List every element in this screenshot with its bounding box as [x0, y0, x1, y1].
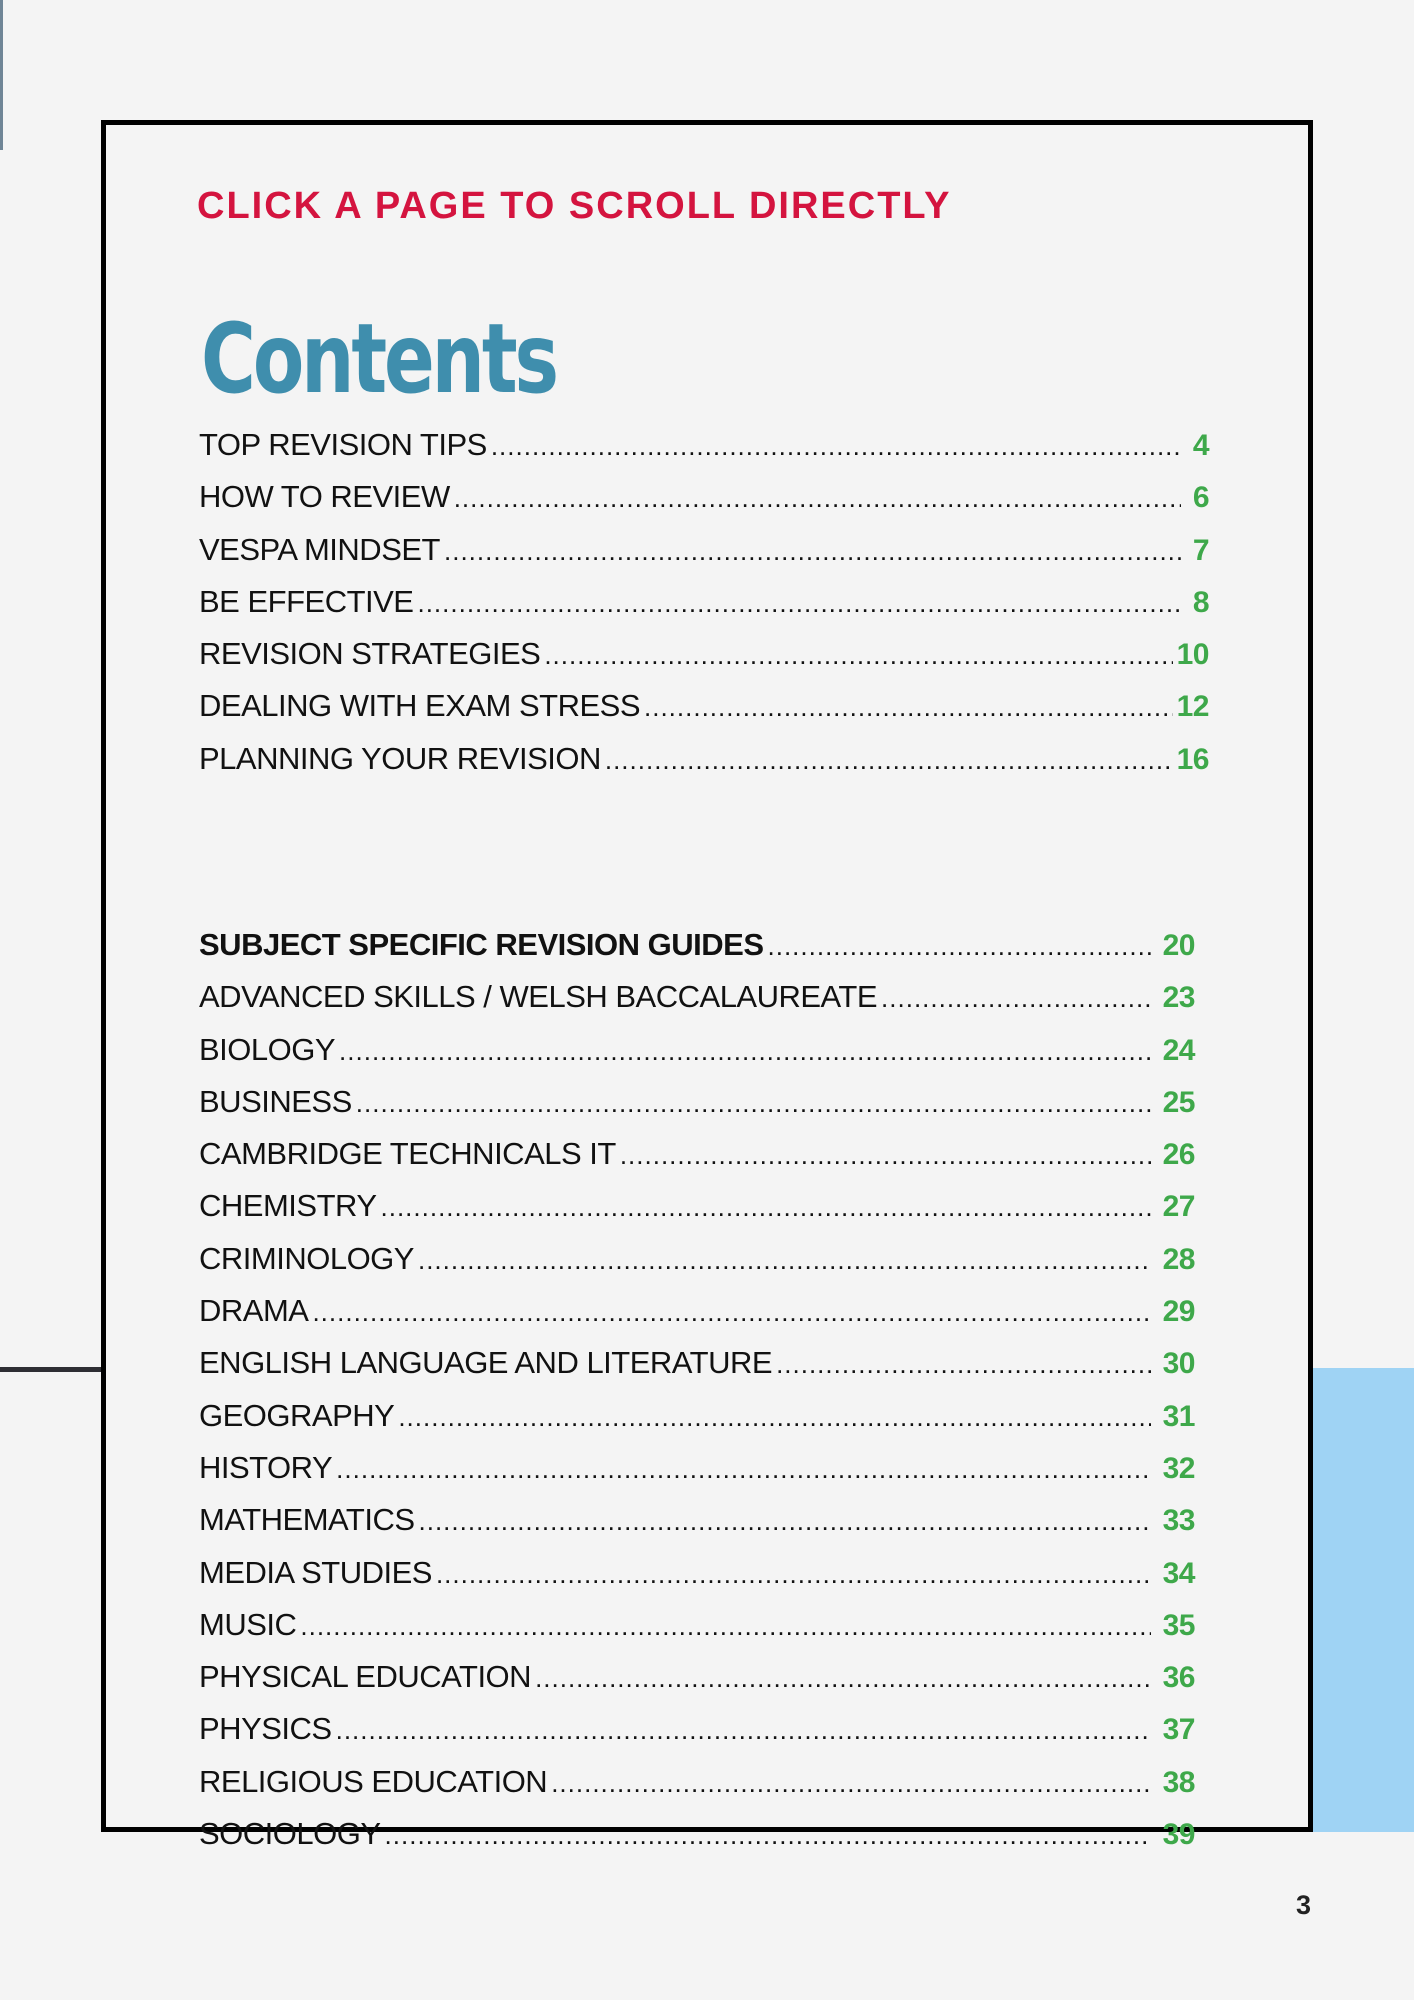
dot-leader	[768, 931, 1152, 962]
toc-label: BUSINESS	[199, 1083, 352, 1119]
dot-leader	[417, 588, 1181, 619]
dot-leader	[551, 1768, 1151, 1799]
toc-link-business[interactable]	[199, 1084, 1209, 1136]
toc-label: VESPA MINDSET	[199, 531, 440, 567]
toc-page-number: 38	[1162, 1765, 1195, 1799]
dot-leader	[644, 692, 1173, 723]
toc-section-heading: SUBJECT SPECIFIC REVISION GUIDES	[199, 927, 764, 962]
toc-link-subject-specific-revision-guides[interactable]	[199, 927, 1209, 979]
toc-page-number: 7	[1192, 533, 1209, 567]
page-title: Contents	[201, 303, 556, 415]
toc-page-number: 32	[1162, 1451, 1195, 1485]
dot-leader	[356, 1088, 1151, 1119]
edge-accent-line	[0, 0, 3, 150]
dot-leader	[444, 536, 1181, 567]
toc-page-number: 28	[1162, 1242, 1195, 1276]
instruction-heading: CLICK A PAGE TO SCROLL DIRECTLY	[197, 185, 952, 227]
toc-label: HOW TO REVIEW	[199, 479, 450, 515]
toc-page-number: 16	[1176, 742, 1209, 776]
dot-leader	[419, 1506, 1151, 1537]
toc-label: TOP REVISION TIPS	[199, 427, 487, 462]
toc-link-cambridge-technicals-it[interactable]	[199, 1136, 1209, 1188]
dot-leader	[436, 1559, 1151, 1590]
dot-leader	[398, 1402, 1151, 1433]
toc-link-sociology[interactable]	[199, 1816, 1209, 1868]
toc-link-be-effective[interactable]	[199, 584, 1209, 636]
toc-link-religious-education[interactable]	[199, 1764, 1209, 1816]
toc-page-number: 34	[1162, 1556, 1195, 1590]
toc-label: DRAMA	[199, 1293, 309, 1329]
toc-label: ADVANCED SKILLS / WELSH BACCALAUREATE	[199, 979, 878, 1015]
toc-label: HISTORY	[199, 1449, 333, 1485]
toc-link-media-studies[interactable]	[199, 1555, 1209, 1607]
toc-page-number: 35	[1162, 1608, 1195, 1642]
dot-leader	[339, 1036, 1151, 1067]
page-number: 3	[1296, 1890, 1312, 1920]
toc-label: GEOGRAPHY	[199, 1397, 395, 1433]
toc-label: BIOLOGY	[199, 1031, 336, 1067]
toc-link-criminology[interactable]	[199, 1241, 1209, 1293]
toc-label: MEDIA STUDIES	[199, 1554, 432, 1590]
toc-label: CRIMINOLOGY	[199, 1240, 414, 1276]
toc-page-number: 37	[1162, 1713, 1195, 1747]
dot-leader	[881, 983, 1151, 1014]
toc-label: PHYSICS	[199, 1711, 332, 1747]
toc-page-number: 8	[1192, 585, 1209, 619]
toc-label: BE EFFECTIVE	[199, 583, 414, 619]
toc-label: RELIGIOUS EDUCATION	[199, 1763, 548, 1799]
toc-page-number: 12	[1176, 690, 1209, 724]
dot-leader	[381, 1192, 1151, 1223]
toc-link-english-language-and-literature[interactable]	[199, 1345, 1209, 1397]
general-sections-list	[199, 427, 1209, 793]
dot-leader	[336, 1715, 1151, 1746]
toc-link-dealing-with-exam-stress[interactable]	[199, 688, 1209, 740]
toc-page-number: 26	[1162, 1138, 1195, 1172]
dot-leader	[535, 1663, 1151, 1694]
subject-guides-list	[199, 927, 1209, 1868]
dot-leader	[454, 483, 1181, 514]
toc-page-number: 23	[1162, 981, 1195, 1015]
dot-leader	[300, 1611, 1151, 1642]
toc-label: PLANNING YOUR REVISION	[199, 740, 601, 776]
toc-link-physics[interactable]	[199, 1711, 1209, 1763]
toc-label: CAMBRIDGE TECHNICALS IT	[199, 1136, 616, 1172]
toc-link-mathematics[interactable]	[199, 1502, 1209, 1554]
toc-link-music[interactable]	[199, 1607, 1209, 1659]
toc-link-chemistry[interactable]	[199, 1188, 1209, 1240]
toc-page-number: 31	[1162, 1399, 1195, 1433]
toc-label: SOCIOLOGY	[199, 1816, 381, 1852]
dot-leader	[312, 1297, 1151, 1328]
toc-link-vespa-mindset[interactable]	[199, 532, 1209, 584]
toc-link-revision-strategies[interactable]	[199, 636, 1209, 688]
toc-label: PHYSICAL EDUCATION	[199, 1659, 532, 1695]
contents-frame	[101, 120, 1313, 1852]
dot-leader	[620, 1140, 1151, 1171]
dot-leader	[544, 640, 1172, 671]
toc-page-number: 27	[1162, 1190, 1195, 1224]
toc-link-history[interactable]	[199, 1450, 1209, 1502]
toc-page-number: 33	[1162, 1504, 1195, 1538]
toc-link-advanced-skills[interactable]	[199, 979, 1209, 1031]
toc-link-geography[interactable]	[199, 1398, 1209, 1450]
toc-page-number: 30	[1162, 1347, 1195, 1381]
toc-label: ENGLISH LANGUAGE AND LITERATURE	[199, 1345, 773, 1381]
toc-link-biology[interactable]	[199, 1032, 1209, 1084]
toc-page-number: 29	[1162, 1295, 1195, 1329]
toc-page-number: 4	[1192, 429, 1209, 462]
dot-leader	[418, 1245, 1151, 1276]
toc-page-number: 36	[1162, 1661, 1195, 1695]
dot-leader	[605, 745, 1173, 776]
toc-page-number: 10	[1176, 638, 1209, 672]
toc-page-number: 25	[1162, 1085, 1195, 1119]
toc-label: DEALING WITH EXAM STRESS	[199, 688, 641, 724]
dot-leader	[776, 1349, 1151, 1380]
side-color-panel	[1312, 1368, 1414, 1832]
toc-page-number: 20	[1162, 929, 1195, 962]
toc-link-top-revision-tips[interactable]	[199, 427, 1209, 479]
dot-leader	[385, 1820, 1151, 1851]
side-rule	[0, 1367, 102, 1372]
toc-label: MUSIC	[199, 1606, 297, 1642]
toc-link-planning-your-revision[interactable]	[199, 741, 1209, 793]
dot-leader	[491, 431, 1181, 462]
dot-leader	[336, 1454, 1151, 1485]
toc-link-how-to-review[interactable]	[199, 479, 1209, 531]
toc-label: MATHEMATICS	[199, 1502, 415, 1538]
toc-link-physical-education[interactable]	[199, 1659, 1209, 1711]
toc-page-number: 24	[1162, 1033, 1195, 1067]
toc-page-number: 6	[1192, 481, 1209, 515]
toc-label: REVISION STRATEGIES	[199, 636, 541, 672]
toc-page-number: 39	[1162, 1818, 1195, 1852]
toc-link-drama[interactable]	[199, 1293, 1209, 1345]
toc-label: CHEMISTRY	[199, 1188, 377, 1224]
